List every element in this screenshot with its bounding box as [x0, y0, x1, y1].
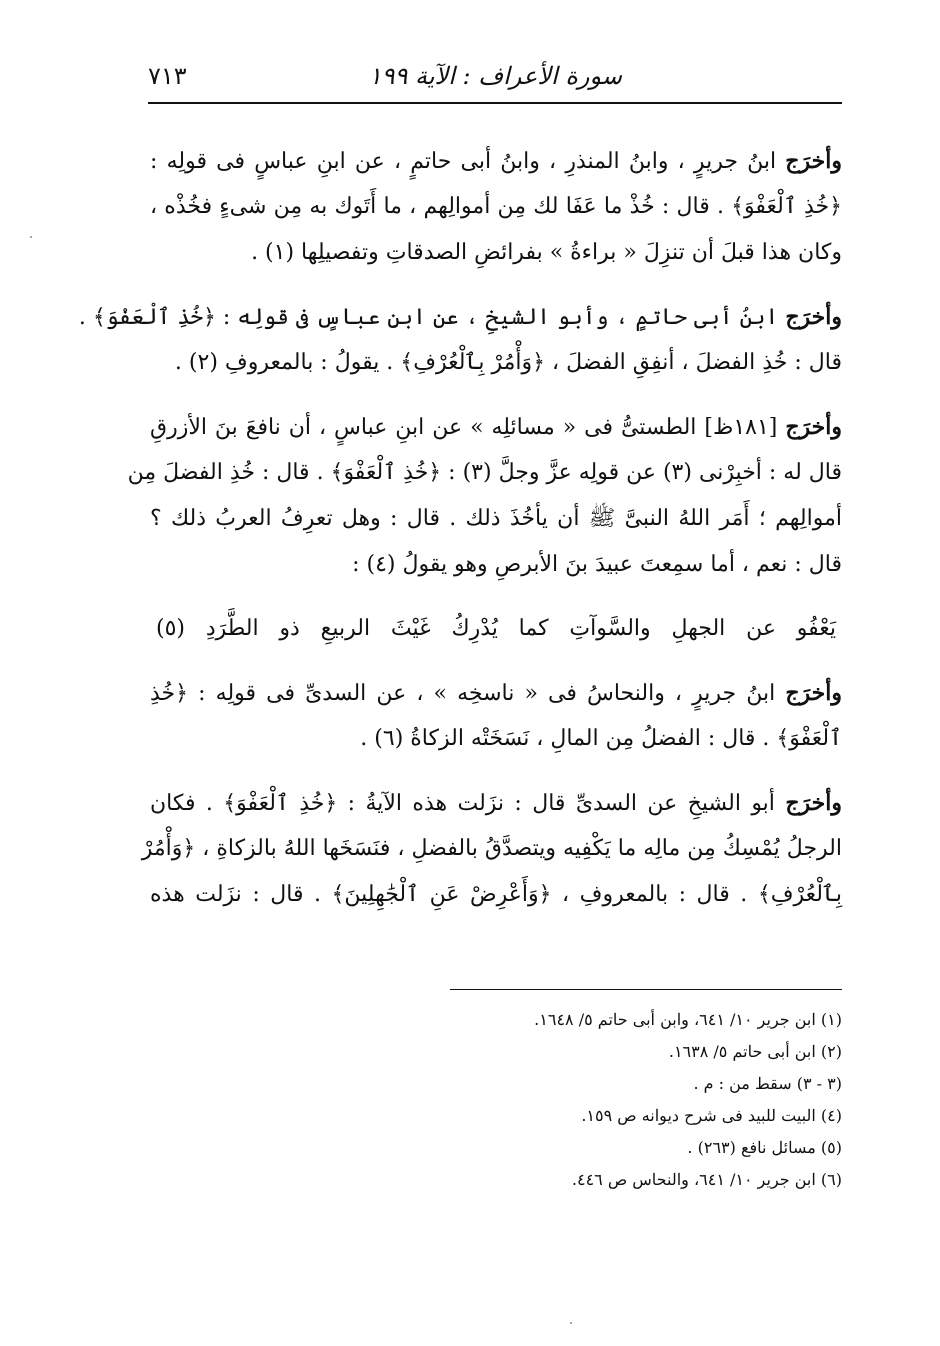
- line-text: الرجلُ يُمْسِكُ مِن مالِه ما يَكْفِيه ويتصدَّقُ بالفضلِ ، فنَسَخَها اللهُ بالزكاةِ ، ﴿وَأْمُرْ: [141, 836, 842, 861]
- text-line: [127, 450, 842, 496]
- line-text: ﴿خُذِ ٱلْعَفْوَ﴾ . قال : خُذْ ما عَفَا لك مِن أموالِهم ، ما أَتَوك به مِن شىءٍ فخُذْه ،: [150, 194, 842, 219]
- scan-speck: [30, 236, 32, 238]
- text-line: [150, 780, 842, 826]
- line-text: قال له : أخبِرْنى (٣) عن قولِه عزَّ وجلَّ (٣) : ﴿خُذِ ٱلْعَفْوَ﴾ . قال : خُذِ الفضلَ مِن: [127, 460, 842, 485]
- paragraph: [78, 294, 842, 386]
- paragraph: [127, 404, 842, 588]
- text-line: [150, 184, 842, 230]
- page-number: ٧١٣: [148, 62, 187, 90]
- paragraph-lead: وأخرَج: [785, 304, 842, 330]
- paragraph: [150, 670, 842, 762]
- text-line: [78, 294, 842, 340]
- text-line: [150, 340, 842, 386]
- text-line: [150, 496, 842, 542]
- line-text: [١٨١ظ] الطستىُّ فى « مسائلِه » عن ابنِ عباسٍ ، أن نافعَ بنَ الأزرقِ: [150, 415, 778, 440]
- footnote-separator: [450, 989, 842, 990]
- footnote: (٥) مسائل نافع (٢٦٣) .: [687, 1138, 842, 1157]
- text-line: [150, 138, 842, 184]
- footnote: (٢) ابن أبى حاتم ٥/ ١٦٣٨.: [668, 1042, 842, 1061]
- line-text: ابنُ جريرٍ ، والنحاسُ فى « ناسخِه » ، عن السدىِّ فى قولِه : ﴿خُذِ: [150, 681, 776, 706]
- footnote: (٤) البيت للبيد فى شرح ديوانه ص ١٥٩.: [581, 1106, 842, 1125]
- footnotes: [322, 1004, 842, 1196]
- paragraph-lead: وأخرَج: [785, 790, 843, 816]
- text-line: [150, 230, 842, 276]
- footnote: (١) ابن جرير ١٠/ ٦٤١، وابن أبى حاتم ٥/ ١٦٤٨.: [534, 1010, 842, 1029]
- line-text: قال : خُذِ الفضلَ ، أنفِقِ الفضلَ ، ﴿وَأْمُرْ بِٱلْعُرْفِ﴾ . يقولُ : بالمعروفِ (٢) .: [174, 350, 842, 375]
- line-text: أبو الشيخِ عن السدىِّ قال : نزَلت هذه الآيةُ : ﴿خُذِ ٱلْعَفْوَ﴾ . فكان: [150, 791, 775, 816]
- verse-line: يَعْفُو عن الجهلِ والسَّوآتِ كما يُدْرِكُ غَيْثَ الربيعِ ذو الطَّرَدِ (٥): [156, 616, 836, 641]
- text-line: [150, 716, 842, 762]
- paragraph-lead: وأخرَج: [785, 414, 842, 440]
- text-line: [150, 670, 842, 716]
- line-text: ابنُ أبى حاتمٍ ، وأبو الشيخِ ، عن ابنِ عباسٍ فى قولِه : ﴿خُذِ ٱلْعَفْوَ﴾ .: [78, 305, 779, 330]
- scan-speck: [570, 1322, 572, 1324]
- paragraph-lead: وأخرَج: [785, 148, 842, 174]
- verse: [150, 606, 842, 652]
- line-text: ٱلْعَفْوَ﴾ . قال : الفضلُ مِن المالِ ، نَسَخَتْه الزكاةُ (٦) .: [360, 726, 842, 751]
- paragraph: [150, 138, 842, 276]
- paragraph-lead: وأخرَج: [785, 680, 842, 706]
- line-text: أموالِهم ؛ أَمَر اللهُ النبىَّ ﷺ أن يأخُذَ ذلك . قال : وهل تعرِفُ العربُ ذلك ؟: [150, 506, 842, 531]
- main-text: [78, 138, 843, 936]
- line-text: ابنُ جريرٍ ، وابنُ المنذرِ ، وابنُ أبى حاتمٍ ، عن ابنِ عباسٍ فى قولِه :: [150, 149, 777, 174]
- footnote: (٦) ابن جرير ١٠/ ٦٤١، والنحاس ص ٤٤٦.: [571, 1170, 842, 1189]
- line-text: وكان هذا قبلَ أن تنزِلَ « براءةُ » بفرائضِ الصدقاتِ وتفصيلِها (١) .: [251, 240, 842, 265]
- line-text: بِٱلْعُرْفِ﴾ . قال : بالمعروفِ ، ﴿وَأَعْرِضْ عَنِ ٱلْجَٰهِلِينَ﴾ . قال : نزَلت هذه: [150, 882, 842, 907]
- paragraph: [141, 780, 843, 918]
- text-line: [150, 404, 842, 450]
- text-line: [150, 542, 842, 588]
- text-line: [141, 826, 842, 872]
- footnote: (٣ - ٣) سقط من : م .: [693, 1074, 842, 1093]
- line-text: قال : نعم ، أما سمِعتَ عبيدَ بنَ الأبرصِ وهو يقولُ (٤) :: [352, 552, 842, 577]
- header-title: سورة الأعراف : الآية ١٩٩: [368, 62, 622, 90]
- running-header: [148, 58, 842, 104]
- text-line: [150, 872, 842, 918]
